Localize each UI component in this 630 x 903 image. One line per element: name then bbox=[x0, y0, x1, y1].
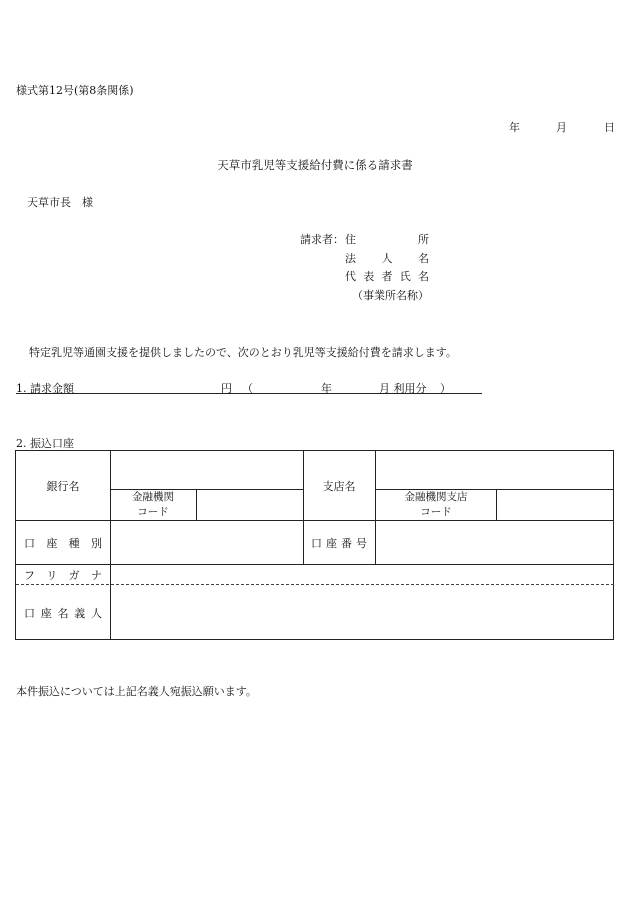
account-number-label: 口 座 番 号 bbox=[311, 536, 367, 550]
bank-code-label: 金融機関 コード bbox=[132, 490, 174, 518]
branch-name-label: 支店名 bbox=[322, 479, 356, 493]
account-type-field[interactable] bbox=[111, 521, 303, 564]
date-day-label: 日 bbox=[604, 121, 615, 134]
section1-label: 1. 請求金額 bbox=[16, 382, 74, 395]
document-title: 天草市乳児等支援給付費に係る請求書 bbox=[217, 158, 413, 172]
section2-label: 2. 振込口座 bbox=[16, 437, 74, 450]
request-statement: 特定乳児等通園支援を提供しましたので、次のとおり乳児等支援給付費を請求します。 bbox=[29, 346, 457, 359]
addressee: 天草市長 様 bbox=[27, 196, 93, 209]
bank-code-field[interactable] bbox=[197, 489, 303, 520]
amount-underline bbox=[16, 393, 482, 394]
usage-period-label: 月 利用分 bbox=[379, 382, 427, 395]
date-month-label: 月 bbox=[556, 121, 567, 134]
requester-office-name-label: （事業所名称） bbox=[352, 289, 429, 302]
furigana-label: フ リ ガ ナ bbox=[24, 568, 102, 582]
date-year-label: 年 bbox=[509, 121, 520, 134]
bank-name-field[interactable] bbox=[110, 451, 303, 489]
branch-name-field[interactable] bbox=[376, 451, 614, 489]
account-type-label: 口 座 種 別 bbox=[24, 536, 102, 550]
requester-corporation-label: 法 人 名 bbox=[345, 252, 429, 265]
requester-representative-label: 代 表 者 氏 名 bbox=[345, 270, 429, 283]
bank-name-label: 銀行名 bbox=[46, 479, 80, 493]
furigana-field[interactable] bbox=[111, 565, 614, 584]
form-number: 様式第12号(第8条関係) bbox=[16, 84, 134, 97]
paren-open: （ bbox=[242, 382, 253, 395]
account-holder-label: 口 座 名 義 人 bbox=[24, 606, 102, 620]
paren-close: ） bbox=[440, 382, 451, 395]
bank-account-table bbox=[15, 450, 614, 640]
branch-code-field[interactable] bbox=[497, 489, 614, 520]
footer-note: 本件振込については上記名義人宛振込願います。 bbox=[16, 685, 257, 698]
account-holder-field[interactable] bbox=[111, 585, 614, 640]
usage-year-label: 年 bbox=[321, 382, 332, 395]
requester-address-label: 住 所 bbox=[345, 233, 429, 246]
yen-label: 円 bbox=[221, 382, 232, 395]
requester-prefix: 請求者： bbox=[300, 233, 344, 246]
account-number-field[interactable] bbox=[376, 521, 614, 564]
branch-code-label: 金融機関支店 コード bbox=[404, 490, 468, 518]
